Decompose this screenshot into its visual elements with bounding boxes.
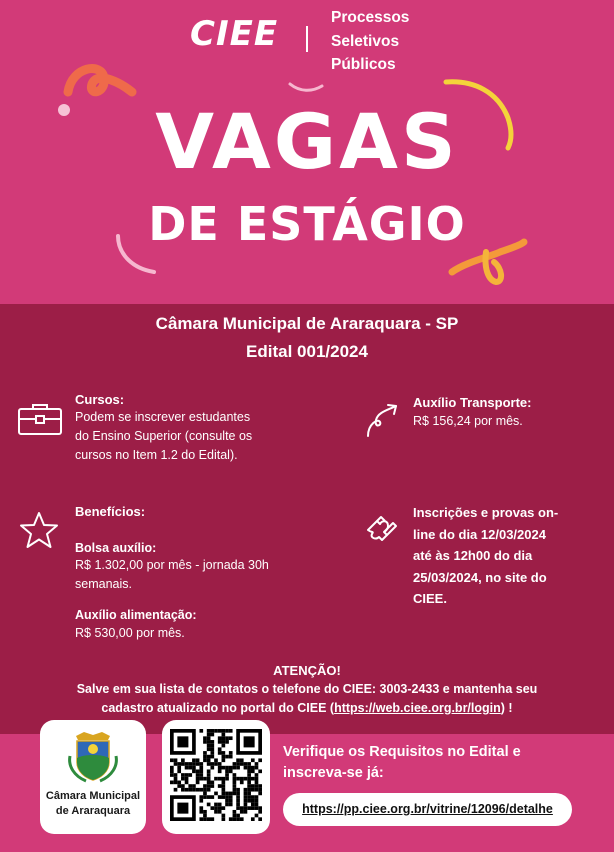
alimentacao-value: R$ 530,00 por mês. bbox=[75, 626, 185, 640]
inscricoes-text: Inscrições e provas on- line do dia 12/03/2024 até às 12h00 do dia 25/03/2024, no site do CIEE. bbox=[413, 505, 559, 606]
transporte-title: Auxílio Transporte: bbox=[413, 395, 532, 410]
atencao-title: ATENÇÃO! bbox=[273, 663, 341, 678]
ciee-logo: CIEE bbox=[190, 14, 279, 54]
bolsa-text: R$ 1.302,00 por mês - jornada 30h semanais. bbox=[75, 558, 269, 591]
edital-link[interactable]: https://pp.ciee.org.br/vitrine/12096/detalhe bbox=[283, 793, 572, 826]
logo-divider bbox=[306, 26, 308, 52]
header-banner bbox=[0, 0, 614, 304]
camara-crest-icon bbox=[64, 726, 122, 784]
puzzle-icon bbox=[362, 510, 402, 550]
details-section bbox=[0, 304, 614, 734]
alimentacao-title: Auxílio alimentação: bbox=[75, 608, 197, 622]
org-name: Câmara Municipal de Araraquara - SP bbox=[155, 314, 459, 333]
ciee-login-link[interactable]: https://web.ciee.org.br/login bbox=[334, 701, 501, 715]
atencao-line1: Salve em sua lista de contatos o telefone do CIEE: 3003-2433 e mantenha seu bbox=[76, 682, 538, 696]
camara-label: Câmara Municipal de Araraquara bbox=[45, 790, 141, 817]
verify-text: Verifique os Requisitos no Edital e inscreva-se já: bbox=[283, 744, 521, 781]
route-arrow-icon bbox=[364, 402, 400, 440]
qr-card bbox=[162, 720, 270, 834]
footer-section bbox=[0, 734, 614, 852]
bolsa-title: Bolsa auxílio: bbox=[75, 541, 157, 555]
title-de-estagio: DE ESTÁGIO bbox=[148, 197, 466, 251]
beneficios-title: Benefícios: bbox=[75, 504, 146, 519]
title-vagas: VAGAS bbox=[155, 97, 459, 186]
edital-number: Edital 001/2024 bbox=[246, 342, 368, 361]
briefcase-icon bbox=[17, 402, 63, 436]
cursos-title: Cursos: bbox=[75, 392, 125, 407]
qr-code-icon[interactable] bbox=[170, 729, 262, 821]
transporte-value: R$ 156,24 por mês. bbox=[413, 414, 523, 428]
camara-card bbox=[40, 720, 146, 834]
cursos-text: Podem se inscrever estudantes do Ensino Superior (consulte os cursos no Item 1.2 do Edital). bbox=[75, 410, 253, 462]
star-icon bbox=[19, 511, 59, 549]
program-name: Processos Seletivos Públicos bbox=[331, 9, 410, 73]
atencao-line2: cadastro atualizado no portal do CIEE (https://web.ciee.org.br/login) ! bbox=[101, 701, 513, 715]
